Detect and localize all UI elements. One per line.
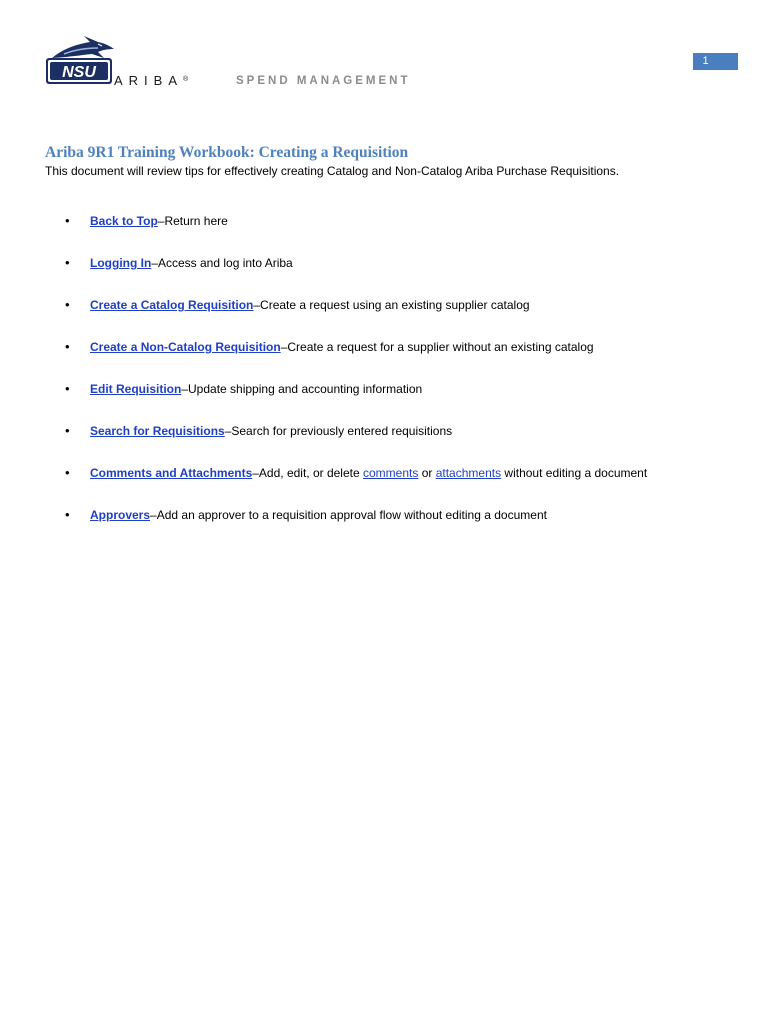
toc-item-back-to-top xyxy=(45,213,745,229)
bullet: • xyxy=(65,465,70,480)
back-to-top-link[interactable]: Back to Top xyxy=(90,214,158,228)
toc-item-search-requisitions xyxy=(45,423,745,439)
attachments-link[interactable]: attachments xyxy=(435,466,502,480)
toc-description: –Create a request using an existing supplier catalog xyxy=(253,298,530,312)
toc-description: –Create a request for a supplier without an existing catalog xyxy=(280,340,594,354)
page-number: 1 xyxy=(702,55,709,67)
bullet: • xyxy=(65,339,70,354)
document-header xyxy=(0,0,768,110)
bullet: • xyxy=(65,255,70,270)
ariba-brand-name: ARIBA® xyxy=(114,73,189,88)
create-catalog-requisition-link[interactable]: Create a Catalog Requisition xyxy=(90,298,254,312)
edit-requisition-link[interactable]: Edit Requisition xyxy=(90,382,182,396)
bullet: • xyxy=(65,297,70,312)
table-of-contents xyxy=(45,213,745,549)
toc-description-tail: without editing a document xyxy=(501,466,648,480)
document-title: Ariba 9R1 Training Workbook: Creating a Requisition xyxy=(45,144,409,161)
bullet: • xyxy=(65,381,70,396)
spend-management-tagline: SPEND MANAGEMENT xyxy=(236,75,411,87)
create-non-catalog-requisition-link[interactable]: Create a Non-Catalog Requisition xyxy=(90,340,281,354)
toc-item-create-non-catalog-requisition xyxy=(45,339,745,355)
toc-item-approvers xyxy=(45,507,745,523)
toc-description: –Access and log into Ariba xyxy=(151,256,293,270)
toc-description: –Search for previously entered requisitions xyxy=(224,424,453,438)
toc-item-comments-attachments xyxy=(45,465,745,481)
toc-item-create-catalog-requisition xyxy=(45,297,745,313)
page-number-badge xyxy=(693,53,738,70)
registered-mark: ® xyxy=(183,76,189,83)
document-intro: This document will review tips for effectively creating Catalog and Non-Catalog Ariba Purchase Requisitions. xyxy=(45,164,620,178)
toc-item-edit-requisition xyxy=(45,381,745,397)
toc-description: –Add, edit, or delete xyxy=(252,466,363,480)
bullet: • xyxy=(65,507,70,522)
document-body xyxy=(45,143,735,522)
approvers-link[interactable]: Approvers xyxy=(90,508,151,522)
toc-item-logging-in xyxy=(45,255,745,271)
toc-description-connector: or xyxy=(418,466,436,480)
logo-lettering: NSU xyxy=(62,64,96,81)
toc-description: –Add an approver to a requisition approval flow without editing a document xyxy=(150,508,547,522)
toc-description: –Return here xyxy=(157,214,228,228)
bullet: • xyxy=(65,423,70,438)
search-requisitions-link[interactable]: Search for Requisitions xyxy=(90,424,225,438)
toc-description: –Update shipping and accounting information xyxy=(181,382,423,396)
comments-attachments-link[interactable]: Comments and Attachments xyxy=(90,466,253,480)
nsu-shark-logo-icon xyxy=(44,36,116,86)
logging-in-link[interactable]: Logging In xyxy=(90,256,152,270)
bullet: • xyxy=(65,213,70,228)
comments-link[interactable]: comments xyxy=(363,466,419,480)
